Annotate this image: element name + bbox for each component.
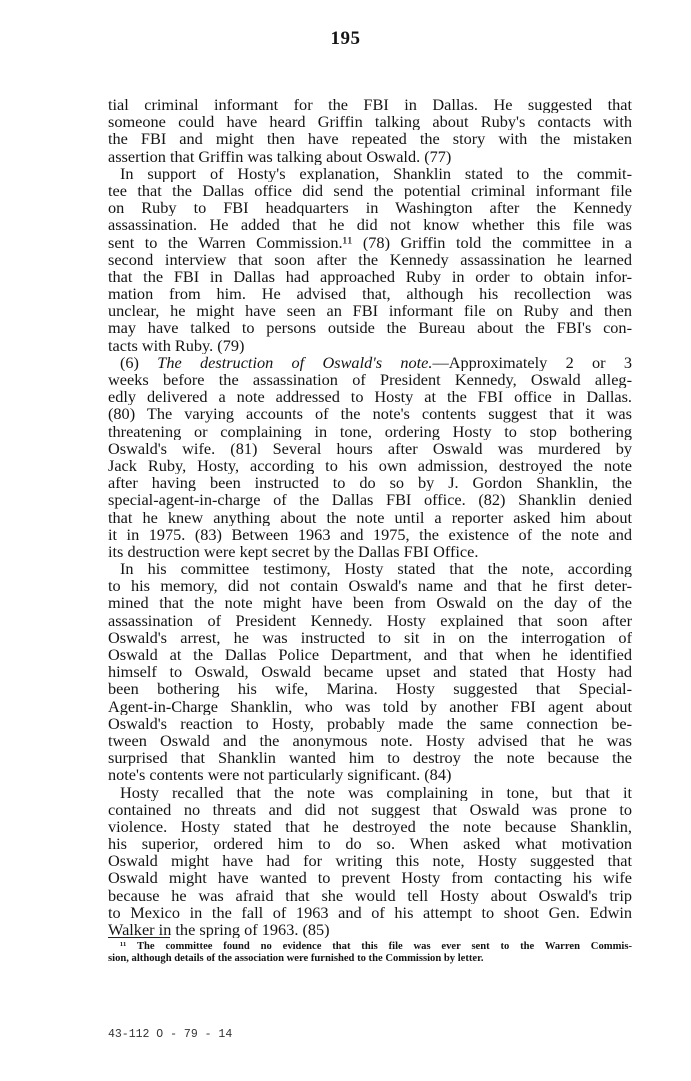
text-line: In his committee testimony, Hosty stated that the note, according bbox=[120, 560, 632, 578]
text-line: unclear, he might have seen an FBI informant file on Ruby and then bbox=[108, 302, 632, 320]
text-line: note's contents were not particularly significant. (84) bbox=[108, 766, 452, 784]
text-line: tee that the Dallas office did send the potential criminal informant file bbox=[108, 181, 632, 200]
text-span: —Approximately 2 or 3 bbox=[432, 353, 632, 371]
text-line: weeks before the assassination of President Kennedy, Oswald alleg- bbox=[108, 371, 632, 389]
text-line: Agent-in-Charge Shanklin, who was told by another FBI agent about bbox=[108, 697, 632, 715]
text-line: to his memory, did not contain Oswald's name and that he first deter- bbox=[108, 577, 632, 595]
text-line: that the FBI in Dallas had approached Ruby in order to obtain infor- bbox=[108, 267, 632, 286]
text-line: tween Oswald and the anonymous note. Hosty advised that he was bbox=[108, 731, 632, 750]
text-line: Oswald's arrest, he was instructed to sit in on the interrogation of bbox=[108, 628, 632, 646]
text-line: the FBI and might then have repeated the story with the mistaken bbox=[108, 130, 632, 148]
print-code: 43-112 O - 79 - 14 bbox=[108, 1028, 233, 1041]
text-line: Oswald's reaction to Hosty, probably made the same connection be- bbox=[108, 714, 632, 732]
text-line: assassination. He added that he did not know whether this file was bbox=[108, 216, 632, 234]
text-line: In support of Hosty's explanation, Shanklin stated to the commit- bbox=[120, 164, 632, 182]
text-line: threatening or complaining in tone, ordering Hosty to stop bothering bbox=[108, 422, 632, 440]
text-line: contained no threats and did not suggest that Oswald was prone to bbox=[108, 800, 632, 818]
page-number: 195 bbox=[330, 28, 361, 49]
text-line: sent to the Warren Commission.¹¹ (78) Griffin told the committee in a bbox=[108, 233, 632, 251]
text-line: second interview that soon after the Kennedy assassination he learned bbox=[108, 250, 632, 268]
text-line: mation from him. He advised that, although his recollection was bbox=[108, 285, 632, 303]
text-line: its destruction were kept secret by the Dallas FBI Office. bbox=[108, 542, 479, 561]
text-line: special-agent-in-charge of the Dallas FBI office. (82) Shanklin denied bbox=[108, 491, 632, 509]
text-line: (80) The varying accounts of the note's contents suggest that it was bbox=[108, 405, 632, 423]
body-text bbox=[108, 96, 632, 938]
text-line: assassination of President Kennedy. Hosty explained that soon after bbox=[108, 611, 632, 629]
text-line: Oswald at the Dallas Police Department, and that when he identified bbox=[108, 646, 632, 664]
text-line: Jack Ruby, Hosty, according to his own admission, destroyed the note bbox=[108, 456, 632, 475]
text-line: after having been instructed to do so by J. Gordon Shanklin, the bbox=[108, 474, 632, 492]
text-line: Hosty recalled that the note was complaining in tone, but that it bbox=[120, 783, 632, 801]
footnote-line: sion, although details of the association were furnished to the Commission by letter. bbox=[108, 953, 484, 964]
text-line: violence. Hosty stated that he destroyed the note because Shanklin, bbox=[108, 817, 632, 836]
text-line: Oswald might have wanted to prevent Hosty from contacting his wife bbox=[108, 869, 632, 887]
text-line: surprised that Shanklin wanted him to destroy the note because the bbox=[108, 749, 632, 767]
text-line: on Ruby to FBI headquarters in Washington after the Kennedy bbox=[108, 199, 632, 217]
text-line: his superior, ordered him to do so. When asked what motivation bbox=[108, 835, 632, 853]
text-line: Oswald might have had for writing this note, Hosty suggested that bbox=[108, 852, 632, 870]
section-heading: The destruction of Oswald's note. bbox=[157, 353, 433, 371]
text-line: Oswald's wife. (81) Several hours after Oswald was murdered by bbox=[108, 439, 632, 457]
text-line: it in 1975. (83) Between 1963 and 1975, the existence of the note and bbox=[108, 525, 632, 543]
text-line: Walker in the spring of 1963. (85) bbox=[108, 921, 330, 939]
footnote bbox=[108, 941, 632, 965]
text-line: to Mexico in the fall of 1963 and of his attempt to shoot Gen. Edwin bbox=[108, 903, 632, 921]
text-line: been bothering his wife, Marina. Hosty suggested that Special- bbox=[108, 680, 632, 698]
text-line bbox=[108, 354, 632, 371]
text-line: that he knew anything about the note until a reporter asked him about bbox=[108, 508, 632, 526]
text-line: edly delivered a note addressed to Hosty at the FBI office in Dallas. bbox=[108, 388, 632, 406]
footnote-divider bbox=[108, 937, 170, 938]
text-line: tial criminal informant for the FBI in Dallas. He suggested that bbox=[108, 96, 632, 114]
footnote-line: ¹¹ The committee found no evidence that this file was ever sent to the Warren Commis- bbox=[120, 941, 632, 952]
text-line: mined that the note might have been from Oswald on the day of the bbox=[108, 594, 632, 612]
text-line: tacts with Ruby. (79) bbox=[108, 336, 245, 354]
text-line: because he was afraid that she would tell Hosty about Oswald's trip bbox=[108, 886, 632, 904]
text-line: someone could have heard Griffin talking about Ruby's contacts with bbox=[108, 113, 632, 131]
text-line: assertion that Griffin was talking about Oswald. (77) bbox=[108, 147, 452, 165]
text-line: himself to Oswald, Oswald became upset and stated that Hosty had bbox=[108, 663, 632, 681]
text-line: may have talked to persons outside the Bureau about the FBI's con- bbox=[108, 319, 632, 337]
text-span: (6) bbox=[120, 353, 158, 371]
